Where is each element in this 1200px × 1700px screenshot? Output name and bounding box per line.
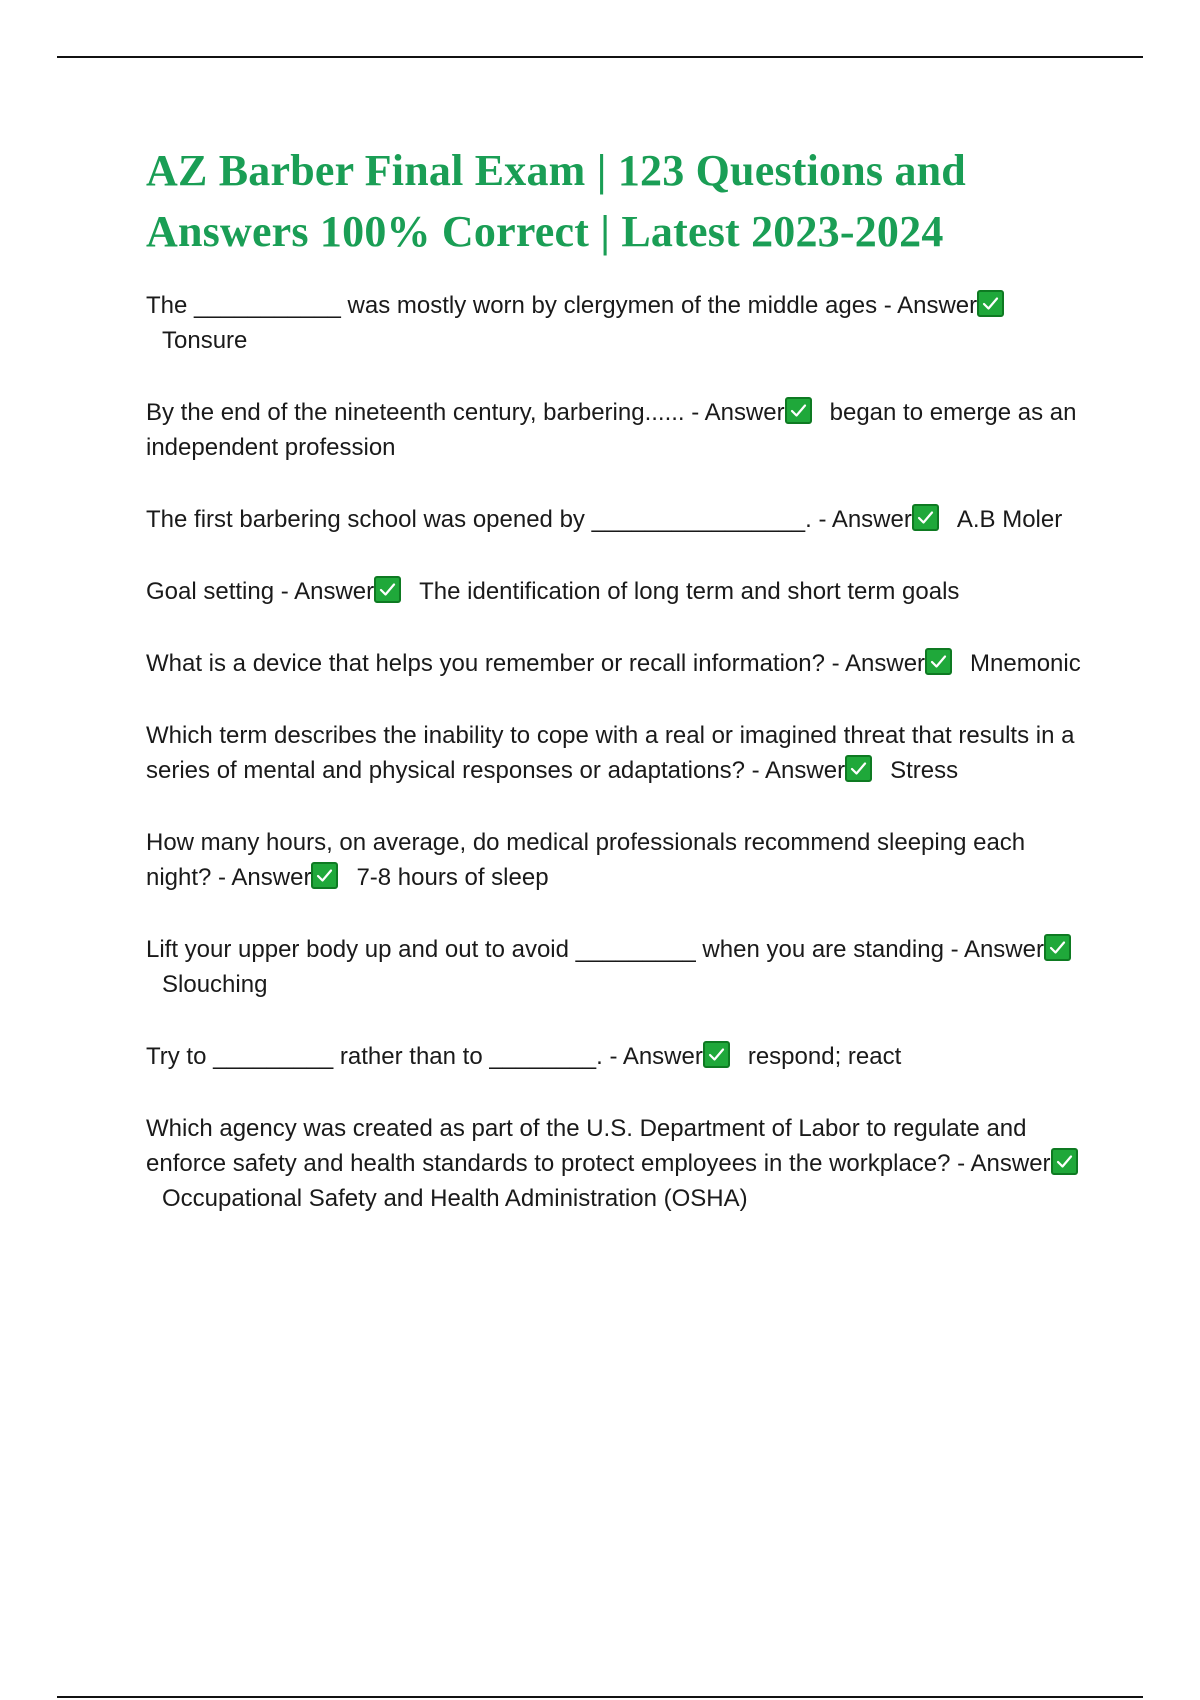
bottom-rule [57,1696,1143,1698]
qa-item [146,288,1096,358]
document-title: AZ Barber Final Exam | 123 Questions and Answers 100% Correct | Latest 2023-2024 [146,146,966,256]
answer-text: 7-8 hours of sleep [356,864,549,891]
answer-text: respond; react [747,1043,902,1070]
check-mark-icon [925,648,952,675]
answer-label: Answer [231,864,312,891]
qa-item [146,574,1096,609]
question-text: Which term describes the inability to cope with a real or imagined threat that results in a series of mental and physical responses or adaptations? [146,722,1075,784]
qa-item [146,932,1096,1002]
separator: - [274,578,295,605]
top-rule [57,56,1143,58]
answer-label: Answer [845,650,926,677]
question-text: Try to _________ rather than to ________. [146,1043,603,1070]
qa-item [146,395,1096,465]
check-mark-icon [845,755,872,782]
question-text: Goal setting [146,578,275,605]
answer-label: Answer [704,399,785,426]
answer-label: Answer [831,506,912,533]
answer-text: Slouching [162,971,268,998]
separator: - [824,650,845,677]
question-text: How many hours, on average, do medical professionals recommend sleeping each night? [146,829,1026,891]
qa-item [146,1111,1096,1216]
answer-text: The identification of long term and short term goals [419,578,960,605]
question-text: The first barbering school was opened by ________________. [146,506,812,533]
answer-text: Stress [890,757,959,784]
qa-list [146,288,1096,1216]
answer-text: began to emerge as an independent profession [146,399,1077,461]
answer-label: Answer [622,1043,703,1070]
question-text: Which agency was created as part of the U.S. Department of Labor to regulate and enforce safety and health standards to protect employees in the workplace? [146,1115,1027,1177]
answer-label: Answer [963,936,1044,963]
separator: - [877,292,898,319]
check-mark-icon [785,397,812,424]
check-mark-icon [912,504,939,531]
qa-item [146,825,1096,895]
check-mark-icon [311,862,338,889]
check-mark-icon [703,1041,730,1068]
separator: - [943,936,964,963]
separator: - [811,506,832,533]
check-mark-icon [1044,934,1071,961]
answer-text: Tonsure [162,327,248,354]
question-text: By the end of the nineteenth century, barbering...... [146,399,685,426]
separator: - [684,399,705,426]
check-mark-icon [977,290,1004,317]
qa-item [146,646,1096,681]
answer-label: Answer [765,757,846,784]
question-text: What is a device that helps you remember or recall information? [146,650,825,677]
qa-item [146,718,1096,788]
question-text: The ___________ was mostly worn by clergymen of the middle ages [146,292,878,319]
answer-label: Answer [897,292,978,319]
qa-item [146,502,1096,537]
separator: - [745,757,766,784]
answer-label: Answer [294,578,375,605]
answer-text: A.B Moler [956,506,1063,533]
question-text: Lift your upper body up and out to avoid _________ when you are standing [146,936,944,963]
check-mark-icon [374,576,401,603]
answer-label: Answer [970,1150,1051,1177]
separator: - [602,1043,623,1070]
separator: - [211,864,232,891]
document-body [146,140,1096,1253]
separator: - [950,1150,971,1177]
check-mark-icon [1051,1148,1078,1175]
answer-text: Mnemonic [970,650,1081,677]
answer-text: Occupational Safety and Health Administration (OSHA) [162,1185,748,1212]
qa-item [146,1039,1096,1074]
